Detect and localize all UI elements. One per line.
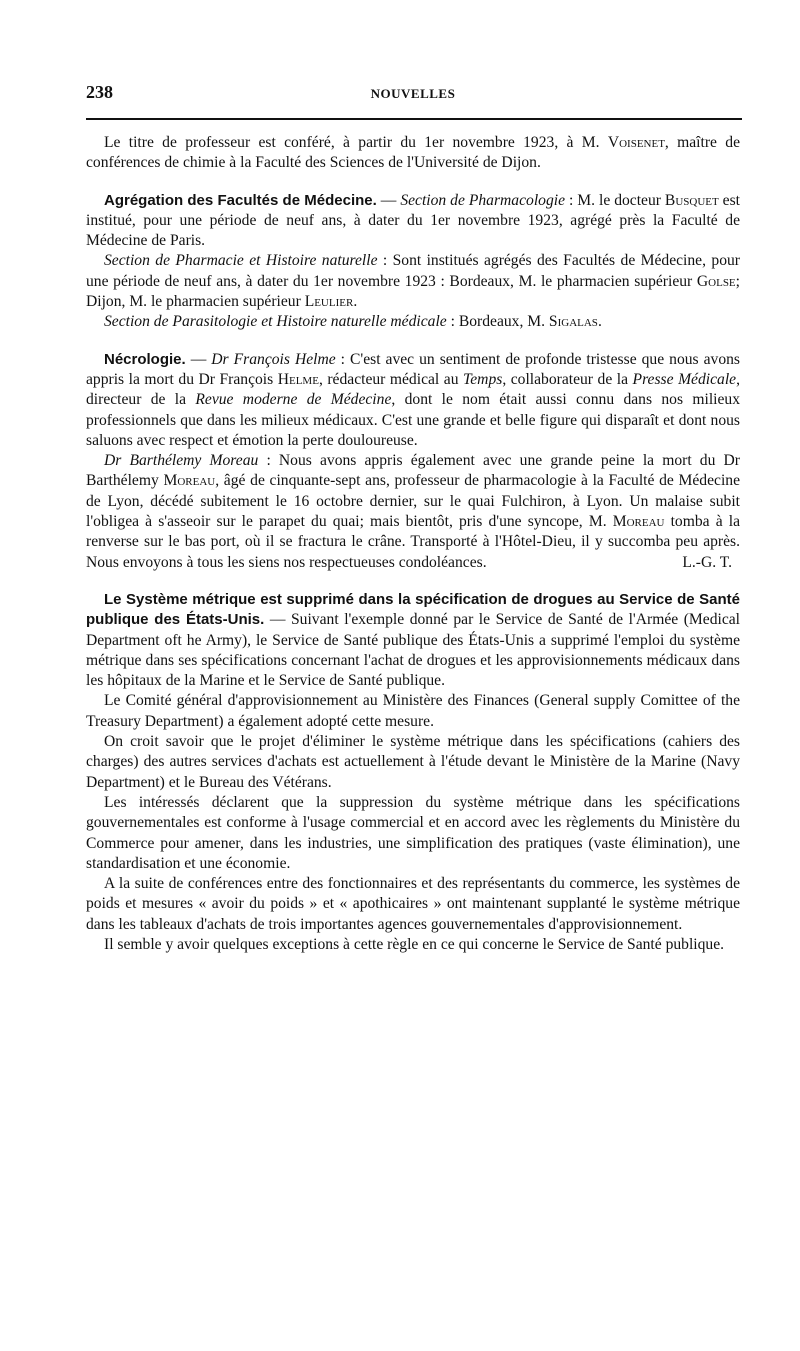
intro-paragraph: Le titre de professeur est conféré, à partir du 1er novembre 1923, à M. Voisenet, maître de conférences de chimie à la Faculté des Sciences de l'Université de Dijon. xyxy=(86,134,740,172)
person-name: Voisenet xyxy=(607,134,665,151)
running-head: NOUVELLES xyxy=(370,86,456,101)
author-signature: L.-G. T. xyxy=(682,553,732,571)
section-heading: Le Système métrique est supprimé dans la spécification de drogues au Service de Santé publique des États-Unis. xyxy=(86,590,740,629)
systeme-paragraph-6: Il semble y avoir quelques exceptions à cette règle en ce qui concerne le Service de Santé publique. xyxy=(104,935,725,953)
parasitologie-paragraph: Section de Parasitologie et Histoire naturelle médicale : Bordeaux, M. Sigalas. xyxy=(104,313,602,331)
necrologie-helme-paragraph: Nécrologie. — Dr François Helme : C'est avec un sentiment de profonde tristesse que nous avons appris la mort du Dr François Helme, rédacteur médical au Temps, collaborateur de la Presse Médicale, directeur de la Revue moderne de Médecine, dont le nom était aussi connu dans nos milieux professionnels que dans les milieux médicaux. C'est une grande et belle figure qui disparaît et dont nous saluons avec respect et émotion la perte douloureuse. xyxy=(86,350,741,449)
header-rule xyxy=(86,118,742,120)
systeme-paragraph-1: Le Système métrique est supprimé dans la spécification de drogues au Service de Santé publique des États-Unis. — Suivant l'exemple donné par le Service de Santé de l'Armée (Medical Department oft he Army), le Service de Santé publique des États-Unis a supprimé l'emploi du système métrique dans ses spécifications concernant l'achat de drogues et les approvisionnements médicaux dans les hôpitaux de la Marine et le Service de Santé publique. xyxy=(86,590,740,690)
section-heading: Agrégation des Facultés de Médecine. xyxy=(104,191,377,209)
systeme-paragraph-3: On croit savoir que le projet d'éliminer le système métrique dans les spécifications (cahiers des charges) des autres services d'achats est actuellement à l'étude devant le Ministère de la Marine (Navy Department) et le Bureau des Vétérans. xyxy=(86,733,740,791)
agregation-paragraph: Agrégation des Facultés de Médecine. — Section de Pharmacologie : M. le docteur Busquet est institué, pour une période de neuf ans, à dater du 1er novembre 1923, agrégé près la Faculté de Médecine de Paris. xyxy=(86,191,740,250)
systeme-paragraph-2: Le Comité général d'approvisionnement au Ministère des Finances (General supply Comittee of the Treasury Department) a également adopté cette mesure. xyxy=(86,692,740,730)
page-header xyxy=(86,82,740,112)
systeme-paragraph-5: A la suite de conférences entre des fonctionnaires et des représentants du commerce, les systèmes de poids et mesures « avoir du poids » et « apothicaires » ont maintenant supplanté le système métrique dans les tableaux d'achats de trois importantes agences gouvernementales d'approvisionnement. xyxy=(86,875,740,933)
systeme-paragraph-4: Les intéressés déclarent que la suppression du système métrique dans les spécifications gouvernementales est conforme à l'usage commercial et en accord avec les règlements du Ministère du Commerce pour amener, dans les industries, une simplification des pratiques (vaste élimination), une standardisation et une économie. xyxy=(86,793,740,872)
page-number: 238 xyxy=(86,82,113,102)
necrologie-moreau-paragraph: Dr Barthélemy Moreau : Nous avons appris également avec une grande peine la mort du Dr Barthélemy Moreau, âgé de cinquante-sept ans, professeur de pharmacologie à la Faculté de Médecine de Lyon, décédé subitement le 16 octobre dernier, sur le quai Fulchiron, à Lyon. Un malaise subit l'obligea à s'asseoir sur le parapet du quai; mais bientôt, pris d'une syncope, M. Moreau tomba à la renverse sur le bas port, où il se fractura le crâne. Transporté à l'Hôtel-Dieu, il y succomba peu après. Nous envoyons à tous les siens nos respectueuses condoléances. L.-G. T. xyxy=(86,451,740,573)
section-heading: Nécrologie. xyxy=(104,350,186,368)
pharmacie-paragraph: Section de Pharmacie et Histoire naturelle : Sont institués agrégés des Facultés de Médecine, pour une période de neuf ans, à dater du 1er novembre 1923 : Bordeaux, M. le pharmacien supérieur Golse; Dijon, M. le pharmacien supérieur Leulier. xyxy=(86,252,740,311)
article-body xyxy=(86,133,740,955)
